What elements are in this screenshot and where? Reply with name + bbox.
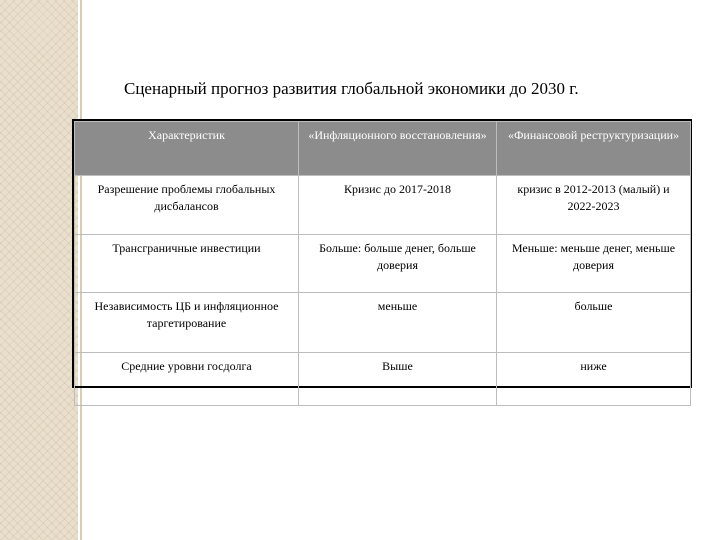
table-row — [75, 353, 691, 406]
inflation-scenario-cell: Кризис до 2017-2018 — [299, 176, 497, 235]
row-label-cell: Независимость ЦБ и инфляционное таргетирование — [75, 293, 299, 353]
table-row — [75, 176, 691, 235]
table-header-row — [75, 122, 691, 176]
inflation-scenario-cell: меньше — [299, 293, 497, 353]
header-financial-restructuring: «Финансовой реструктуризации» — [497, 122, 691, 176]
row-label-cell: Трансграничные инвестиции — [75, 235, 299, 293]
slide-title: Сценарный прогноз развития глобальной экономики до 2030 г. — [124, 79, 579, 98]
restructuring-scenario-cell: больше — [497, 293, 691, 353]
restructuring-scenario-cell: Меньше: меньше денег, меньше доверия — [497, 235, 691, 293]
inflation-scenario-cell: Больше: больше денег, больше доверия — [299, 235, 497, 293]
table-row — [75, 235, 691, 293]
table-row — [75, 293, 691, 353]
row-label-cell: Разрешение проблемы глобальных дисбалансов — [75, 176, 299, 235]
forecast-table-frame — [72, 119, 692, 388]
forecast-table — [74, 121, 691, 406]
header-characteristic: Характеристик — [75, 122, 299, 176]
restructuring-scenario-cell: ниже — [497, 353, 691, 406]
decorative-side-band — [0, 0, 78, 540]
row-label-cell: Средние уровни госдолга — [75, 353, 299, 406]
header-inflation-recovery: «Инфляционного восстановления» — [299, 122, 497, 176]
inflation-scenario-cell: Выше — [299, 353, 497, 406]
restructuring-scenario-cell: кризис в 2012-2013 (малый) и 2022-2023 — [497, 176, 691, 235]
